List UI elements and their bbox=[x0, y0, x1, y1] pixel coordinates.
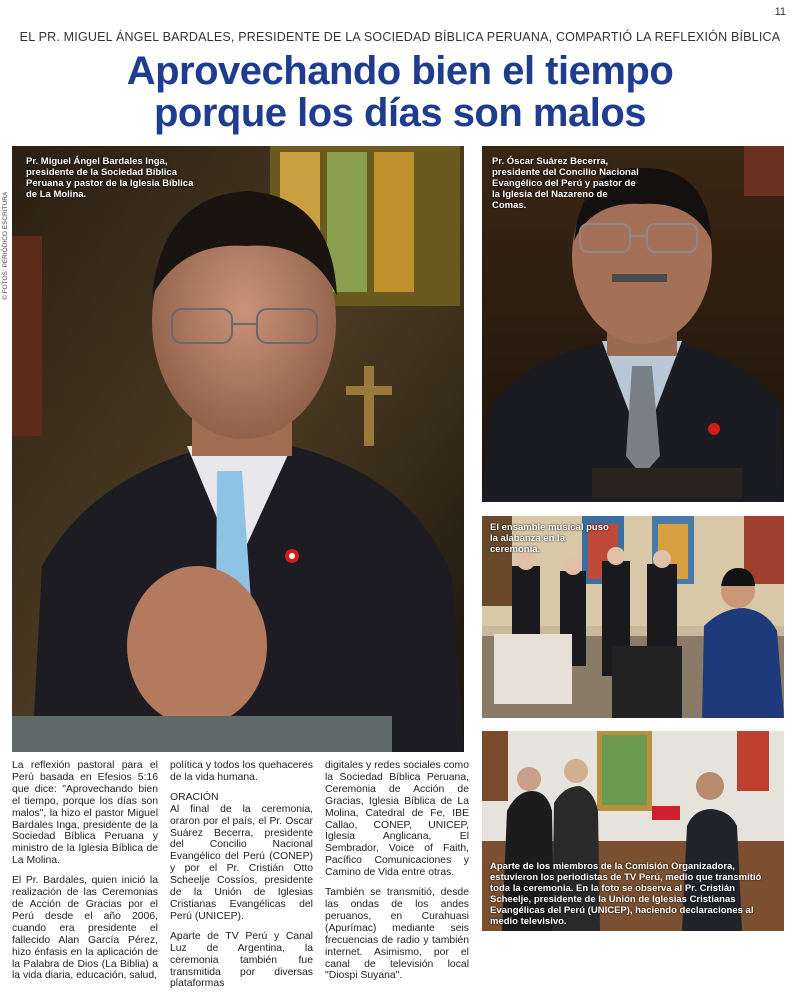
col2-paragraph-3: Aparte de TV Perú y Canal Luz de Argentina, la ceremonia también fue transmitida por diversas plataformas bbox=[170, 930, 313, 990]
suarez-photo-caption: Pr. Óscar Suárez Becerra, presidente del Concilio Nacional Evangélico del Perú y pastor de la Iglesia del Nazareno de Comas. bbox=[492, 156, 639, 211]
main-photo bbox=[12, 146, 464, 752]
main-photo-image bbox=[12, 146, 464, 752]
text-column-3 bbox=[325, 760, 469, 990]
text-column-2 bbox=[170, 760, 313, 998]
main-photo-caption: Pr. Miguel Ángel Bardales Inga, presidente de la Sociedad Bíblica Peruana y pastor de la Iglesia Bíblica de La Molina. bbox=[26, 156, 194, 200]
press-photo bbox=[482, 731, 784, 931]
headline-line-2: porque los días son malos bbox=[153, 91, 647, 135]
press-photo-caption: Aparte de los miembros de la Comisión Organizadora, estuvieron los periodistas de TV Perú, medio que transmitió toda la ceremonia. En la foto se observa al Pr. Cristián Scheelje, presidente de la Unión de Iglesias Cristianas Evangélicas del Perú (UNICEP), haciendo declaraciones al medio televisivo. bbox=[490, 861, 762, 927]
suarez-photo bbox=[482, 146, 784, 502]
col3-paragraph-1: digitales y redes sociales como la Sociedad Bíblica Peruana, Ceremonia de Acción de Gracias, Iglesia Bíblica de La Molina, Catedral de Fe, IBE Callao, CONEP, UNICEP, Iglesia Anglicana, El Sembrador, Voice of Faith, Pacífico Comunicaciones y Camino de Vida entre otras. bbox=[325, 760, 469, 879]
headline bbox=[0, 50, 800, 134]
text-column-1 bbox=[12, 760, 158, 990]
col2-paragraph-1: política y todos los quehaceres de la vida humana. bbox=[170, 760, 313, 783]
ensemble-photo bbox=[482, 516, 784, 718]
col2-paragraph-2: Al final de la ceremonia, oraron por el país, el Pr. Oscar Suárez Becerra, presidente del Concilio Nacional Evangélico del Perú (CONEP) y por el Pr. Cristián Otto Scheelje Cossíos, presidente de la Unión de Iglesias Cristianas Evangélicas del Perú (UNICEP). bbox=[170, 803, 313, 922]
photo-credit-text: © FOTOS: PERIÓDICO ESCRITURA bbox=[2, 191, 9, 300]
page-number: 11 bbox=[774, 6, 786, 18]
col2-subheading: ORACIÓN bbox=[170, 791, 219, 803]
col3-paragraph-2: También se transmitió, desde las ondas de los andes peruanos, en Curahuasi (Apurímac) mediante seis frecuencias de radio y también internet. Asimismo, por el canal de televisión local "Diospi Suyana". bbox=[325, 887, 469, 982]
kicker: EL PR. MIGUEL ÁNGEL BARDALES, PRESIDENTE DE LA SOCIEDAD BÍBLICA PERUANA, COMPARTIÓ LA REFLEXIÓN BÍBLICA bbox=[19, 30, 781, 44]
headline-line-1: Aprovechando bien el tiempo bbox=[126, 49, 674, 93]
ensemble-photo-caption: El ensamble musical puso la alabanza en la ceremonia. bbox=[490, 522, 609, 555]
photo-credit bbox=[2, 150, 12, 300]
col1-paragraph-1: La reflexión pastoral para el Perú basada en Efesios 5:16 que dice: "Aprovechando bien el tiempo, porque los días son malos", la hizo el pastor Miguel Bardales Inga, presidente de la Sociedad Bíblica Peruana y ministro de la Iglesia Bíblica de La Molina. bbox=[12, 760, 158, 867]
col1-paragraph-2: El Pr. Bardales, quien inició la realización de las Ceremonias de Acción de Gracias por el Perú desde el año 2006, cuando era presidente el fallecido Alan García Pérez, hizo énfasis en la aplicación de la Palabra de Dios (La Biblia) a la vida diaria, educación, salud, bbox=[12, 875, 158, 982]
